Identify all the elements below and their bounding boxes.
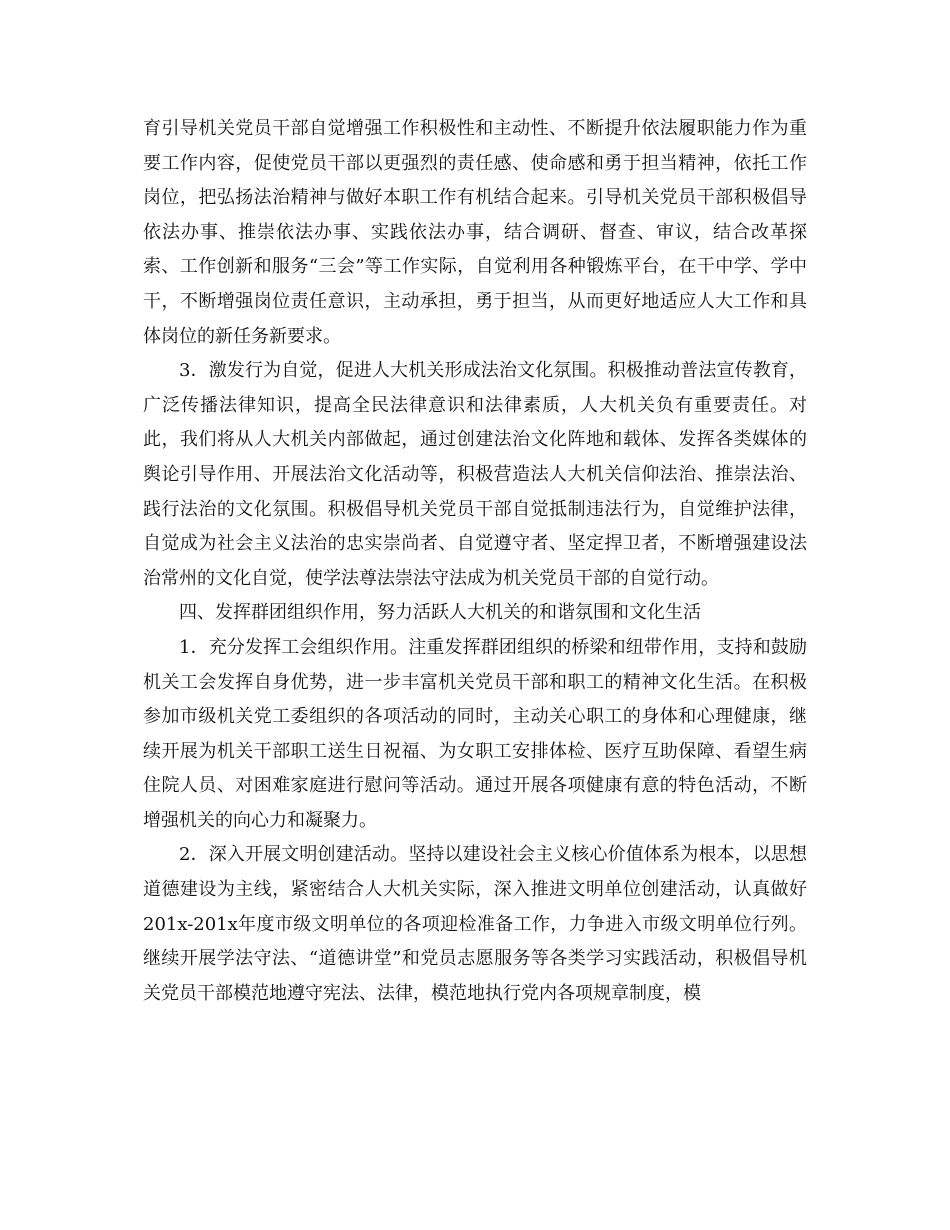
section-heading-4: 四、发挥群团组织作用，努力活跃人大机关的和谐氛围和文化生活 xyxy=(179,602,701,624)
paragraph-5: 2．深入开展文明创建活动。坚持以建设社会主义核心价值体系为根本，以思想道德建设为主线，紧密结合人大机关实际，深入推进文明单位创建活动，认真做好201x-201x年度市级文明单位的各项迎检准备工作，力争进入市级文明单位行列。继续开展学法守法、“道德讲堂”和党员志愿服务等各类学习实践活动，积极倡导机关党员干部模范地遵守宪法、法律，模范地执行党内各项规章制度，模 xyxy=(143,844,807,1004)
paragraph-4: 1．充分发挥工会组织作用。注重发挥群团组织的桥梁和纽带作用，支持和鼓励机关工会发挥自身优势，进一步丰富机关党员干部和职工的精神文化生活。在积极参加市级机关党工委组织的各项活动的同时，主动关心职工的身体和心理健康，继续开展为机关干部职工送生日祝福、为女职工安排体检、医疗互助保障、看望生病住院人员、对困难家庭进行慰问等活动。通过开展各项健康有意的特色活动，不断增强机关的向心力和凝聚力。 xyxy=(143,636,807,831)
paragraph-2: 3．激发行为自觉，促进人大机关形成法治文化氛围。积极推动普法宣传教育，广泛传播法律知识，提高全民法律意识和法律素质，人大机关负有重要责任。对此，我们将从人大机关内部做起，通过创建法治文化阵地和载体、发挥各类媒体的舆论引导作用、开展法治文化活动等，积极营造法人大机关信仰法治、推崇法治、践行法治的文化氛围。积极倡导机关党员干部自觉抵制违法行为，自觉维护法律，自觉成为社会主义法治的忠实崇尚者、自觉遵守者、坚定捍卫者，不断增强建设法治常州的文化自觉，使学法尊法崇法守法成为机关党员干部的自觉行动。 xyxy=(143,360,807,589)
paragraph-1: 育引导机关党员干部自觉增强工作积极性和主动性、不断提升依法履职能力作为重要工作内容，促使党员干部以更强烈的责任感、使命感和勇于担当精神，依托工作岗位，把弘扬法治精神与做好本职工作有机结合起来。引导机关党员干部积极倡导依法办事、推崇依法办事、实践依法办事，结合调研、督查、审议，结合改革探索、工作创新和服务“三会”等工作实际，自觉利用各种锻炼平台，在干中学、学中干，不断增强岗位责任意识，主动承担，勇于担当，从而更好地适应人大工作和具体岗位的新任务新要求。 xyxy=(143,118,807,347)
document-body xyxy=(143,112,807,1011)
